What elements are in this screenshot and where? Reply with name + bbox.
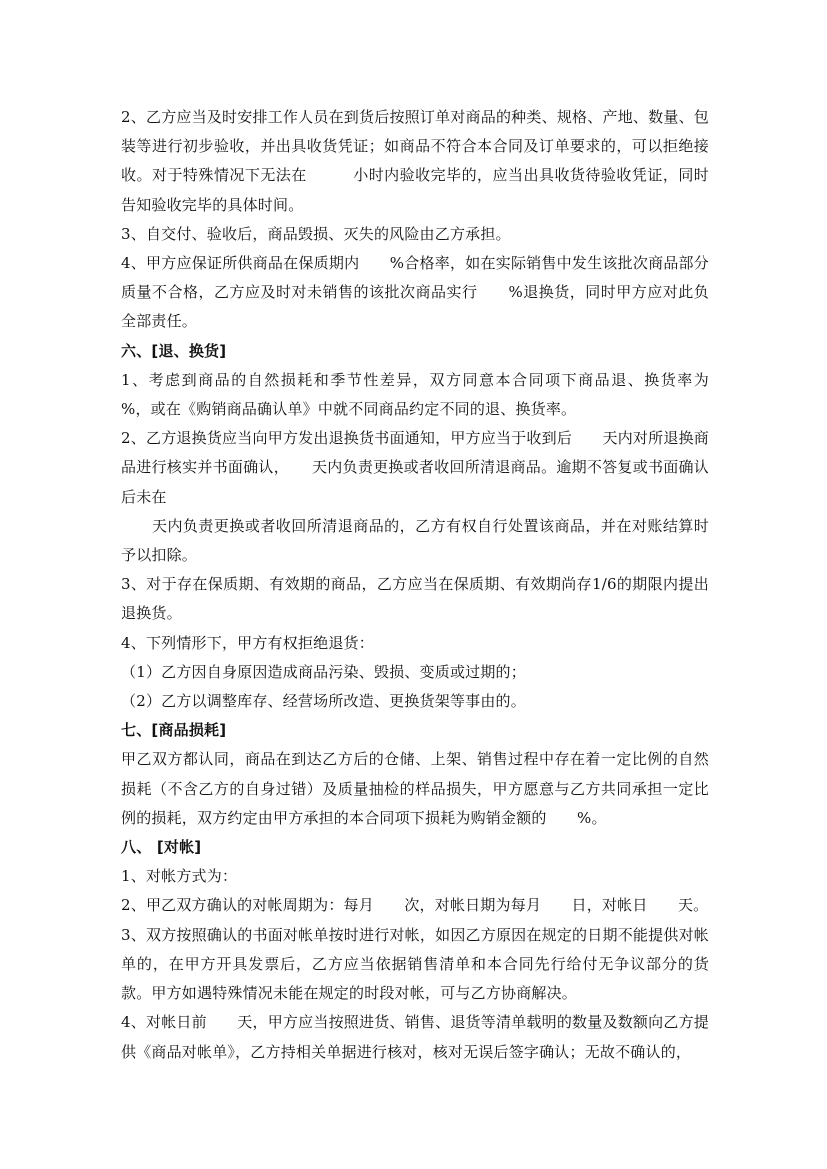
paragraph: 3、自交付、验收后，商品毁损、灭失的风险由乙方承担。 (121, 224, 511, 243)
paragraph: 4、甲方应保证所供商品在保质期内 %合格率，如在实际销售中发生该批次商品部分质量不合格，乙方应及时对未销售的该批次商品实行 %退换货，同时甲方应对此负全部责任。 (121, 254, 709, 331)
paragraph: 1、对帐方式为： (121, 867, 238, 886)
paragraph: 2、甲乙双方确认的对帐周期为：每月 次，对帐日期为每月 日，对帐日 天。 (121, 896, 709, 915)
paragraph: 天内负责更换或者收回所清退商品的，乙方有权自行处置该商品，并在对账结算时予以扣除。 (121, 516, 709, 565)
paragraph: 4、对帐日前 天，甲方应当按照进货、销售、退货等清单载明的数量及数额向乙方提供《商品对帐单》，乙方持相关单据进行核对，核对无误后签字确认；无故不确认的， (121, 1013, 709, 1061)
document-body (121, 103, 740, 1067)
section-heading: 七、[商品损耗] (121, 721, 227, 740)
paragraph: 甲乙双方都认同，商品在到达乙方后的仓储、上架、销售过程中存在着一定比例的自然损耗（不含乙方的自身过错）及质量抽检的样品损失，甲方愿意与乙方共同承担一定比例的损耗，双方约定由甲方承担的本合同项下损耗为购销金额的 %。 (121, 750, 709, 827)
paragraph: 2、乙方应当及时安排工作人员在到货后按照订单对商品的种类、规格、产地、数量、包装等进行初步验收，并出具收货凭证；如商品不符合本合同及订单要求的，可以拒绝接收。对于特殊情况下无法在 小时内验收完毕的，应当出具收货待验收凭证，同时告知验收完毕的具体时间。 (121, 108, 709, 214)
paragraph: （1）乙方因自身原因造成商品污染、毁损、变质或过期的； (121, 662, 526, 681)
section-heading: 八、 [对帐] (121, 838, 202, 857)
paragraph: 2、乙方退换货应当向甲方发出退换货书面通知，甲方应当于收到后 天内对所退换商品进行核实并书面确认， 天内负责更换或者收回所清退商品。逾期不答复或书面确认后未在 (121, 429, 709, 506)
paragraph: 4、下列情形下，甲方有权拒绝退货： (121, 633, 374, 652)
section-heading: 六、[退、换货] (121, 341, 227, 360)
paragraph: 1、考虑到商品的自然损耗和季节性差异，双方同意本合同项下商品退、换货率为 %，或在《购销商品确认单》中就不同商品约定不同的退、换货率。 (121, 370, 740, 419)
paragraph: 3、双方按照确认的书面对帐单按时进行对帐，如因乙方原因在规定的日期不能提供对帐单的，在甲方开具发票后，乙方应当依据销售清单和本合同先行给付无争议部分的货款。甲方如遇特殊情况未能在规定的时段对帐，可与乙方协商解决。 (121, 925, 709, 1003)
paragraph: 3、对于存在保质期、有效期的商品，乙方应当在保质期、有效期尚存1/6的期限内提出退换货。 (121, 575, 709, 623)
paragraph: （2）乙方以调整库存、经营场所改造、更换货架等事由的。 (121, 692, 526, 711)
